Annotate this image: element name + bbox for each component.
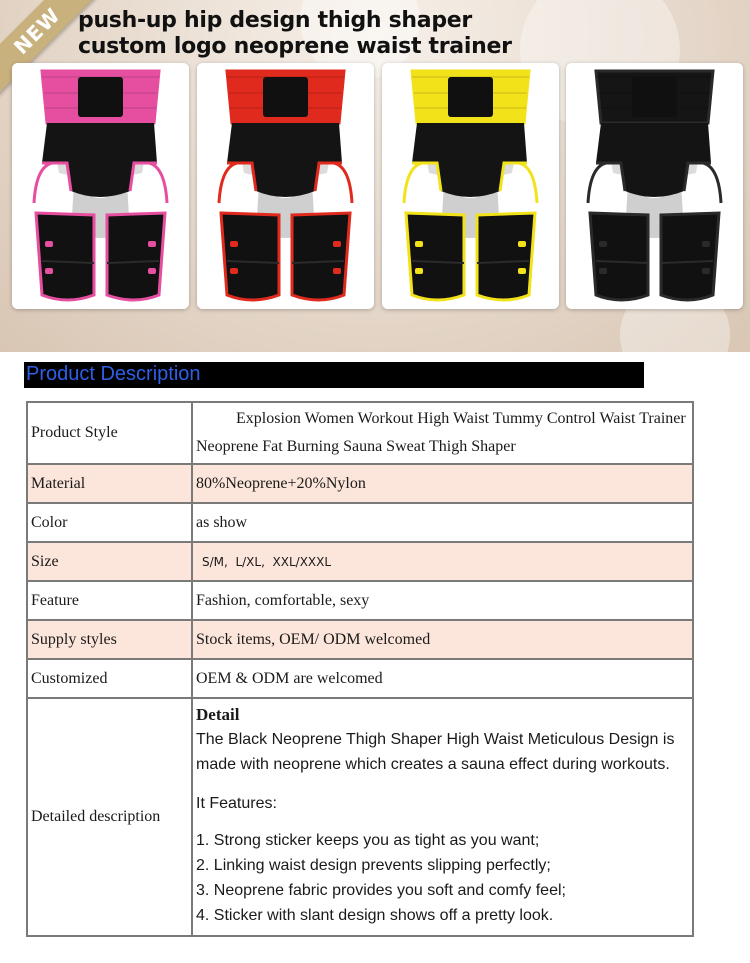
table-row [27,402,693,464]
size-label: Size [27,542,192,581]
material-label: Material [27,464,192,503]
banner-title-line-1: push-up hip design thigh shaper [78,8,472,33]
table-row [27,464,693,503]
detailed-description-value [192,698,693,936]
new-badge-label: NEW [8,2,66,60]
customized-value: OEM & ODM are welcomed [192,659,693,698]
thigh-shaper-illustration [566,63,743,309]
detail-intro: The Black Neoprene Thigh Shaper High Waist Meticulous Design is made with neoprene which creates a sauna effect during workouts. [196,731,675,773]
product-style-text: Explosion Women Workout High Waist Tummy Control Waist Trainer Neoprene Fat Burning Sauna Sweat Thigh Shaper [196,410,686,455]
detail-box [196,699,692,928]
detailed-description-label: Detailed description [27,698,192,936]
table-row [27,581,693,620]
table-row [27,659,693,698]
size-text: S/M, L/XL, XXL/XXXL [202,554,332,569]
feature-list-item: 4. Sticker with slant design shows off a pretty look. [196,907,554,924]
section-title-bar [24,362,644,388]
feature-label: Feature [27,581,192,620]
supply-styles-value: Stock items, OEM/ ODM welcomed [192,620,693,659]
detail-heading: Detail [196,705,240,724]
feature-value: Fashion, comfortable, sexy [192,581,693,620]
thigh-shaper-illustration [12,63,189,309]
table-row [27,698,693,936]
features-title: It Features: [196,795,277,812]
feature-list-item: 3. Neoprene fabric provides you soft and comfy feel; [196,882,566,899]
supply-styles-label: Supply styles [27,620,192,659]
customized-label: Customized [27,659,192,698]
product-style-label: Product Style [27,402,192,464]
product-banner [0,0,750,352]
spec-table [26,401,694,937]
color-value: as show [192,503,693,542]
thigh-shaper-illustration [382,63,559,309]
table-row [27,503,693,542]
feature-list-item: 1. Strong sticker keeps you as tight as you want; [196,832,540,849]
product-style-value [192,402,693,464]
size-value [192,542,693,581]
product-photo-yellow [382,63,559,309]
feature-list-item: 2. Linking waist design prevents slipping perfectly; [196,857,551,874]
product-photo-pink [12,63,189,309]
table-row [27,620,693,659]
banner-title-line-2: custom logo neoprene waist trainer [78,34,512,59]
color-label: Color [27,503,192,542]
material-value: 80%Neoprene+20%Nylon [192,464,693,503]
product-photo-black [566,63,743,309]
table-row [27,542,693,581]
product-photo-red [197,63,374,309]
thigh-shaper-illustration [197,63,374,309]
section-title: Product Description [26,363,201,385]
